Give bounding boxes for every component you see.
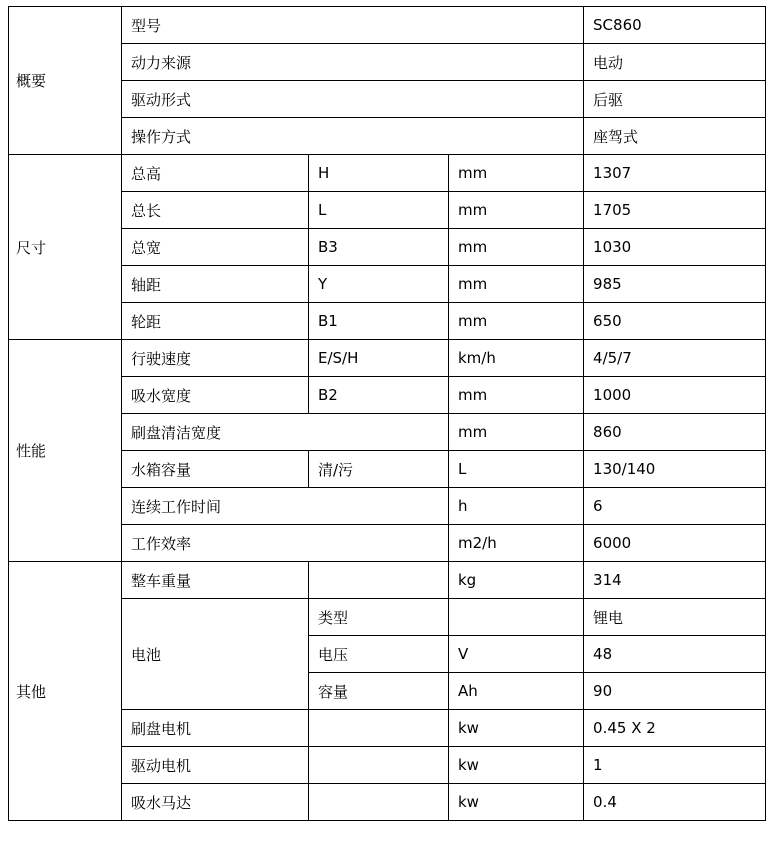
- value-length: 1705: [584, 192, 766, 229]
- label-width: 总宽: [122, 229, 309, 266]
- label-operation: 操作方式: [122, 118, 584, 155]
- value-weight: 314: [584, 562, 766, 599]
- label-battery-voltage: 电压: [309, 636, 449, 673]
- table-row: [9, 340, 766, 377]
- value-runtime: 6: [584, 488, 766, 525]
- unit-track: mm: [449, 303, 584, 340]
- unit-suction-width: mm: [449, 377, 584, 414]
- unit-suction-motor: kw: [449, 784, 584, 821]
- value-battery-type: 锂电: [584, 599, 766, 636]
- section-performance: 性能: [9, 340, 122, 562]
- table-row: [9, 710, 766, 747]
- label-weight: 整车重量: [122, 562, 309, 599]
- value-brush-motor: 0.45 X 2: [584, 710, 766, 747]
- unit-drive-motor: kw: [449, 747, 584, 784]
- label-battery-type: 类型: [309, 599, 449, 636]
- table-row: [9, 451, 766, 488]
- unit-tank: L: [449, 451, 584, 488]
- value-track: 650: [584, 303, 766, 340]
- label-brush-width: 刷盘清洁宽度: [122, 414, 449, 451]
- value-model: SC860: [584, 7, 766, 44]
- label-track: 轮距: [122, 303, 309, 340]
- section-other: 其他: [9, 562, 122, 821]
- label-length: 总长: [122, 192, 309, 229]
- value-power: 电动: [584, 44, 766, 81]
- code-weight: [309, 562, 449, 599]
- unit-battery-capacity: Ah: [449, 673, 584, 710]
- value-height: 1307: [584, 155, 766, 192]
- code-length: L: [309, 192, 449, 229]
- unit-battery-type: [449, 599, 584, 636]
- value-battery-capacity: 90: [584, 673, 766, 710]
- label-efficiency: 工作效率: [122, 525, 449, 562]
- table-row: [9, 192, 766, 229]
- unit-battery-voltage: V: [449, 636, 584, 673]
- table-row: [9, 118, 766, 155]
- unit-efficiency: m2/h: [449, 525, 584, 562]
- label-drive: 驱动形式: [122, 81, 584, 118]
- code-width: B3: [309, 229, 449, 266]
- table-row: [9, 7, 766, 44]
- label-power: 动力来源: [122, 44, 584, 81]
- label-drive-motor: 驱动电机: [122, 747, 309, 784]
- table-row: [9, 44, 766, 81]
- label-wheelbase: 轴距: [122, 266, 309, 303]
- table-row: [9, 229, 766, 266]
- label-height: 总高: [122, 155, 309, 192]
- unit-speed: km/h: [449, 340, 584, 377]
- code-brush-motor: [309, 710, 449, 747]
- code-suction-width: B2: [309, 377, 449, 414]
- unit-brush-motor: kw: [449, 710, 584, 747]
- table-row: [9, 414, 766, 451]
- label-brush-motor: 刷盘电机: [122, 710, 309, 747]
- code-suction-motor: [309, 784, 449, 821]
- label-suction-motor: 吸水马达: [122, 784, 309, 821]
- code-wheelbase: Y: [309, 266, 449, 303]
- value-efficiency: 6000: [584, 525, 766, 562]
- label-tank: 水箱容量: [122, 451, 309, 488]
- label-battery-capacity: 容量: [309, 673, 449, 710]
- unit-height: mm: [449, 155, 584, 192]
- value-width: 1030: [584, 229, 766, 266]
- unit-runtime: h: [449, 488, 584, 525]
- value-wheelbase: 985: [584, 266, 766, 303]
- value-brush-width: 860: [584, 414, 766, 451]
- label-model: 型号: [122, 7, 584, 44]
- table-row: [9, 747, 766, 784]
- label-suction-width: 吸水宽度: [122, 377, 309, 414]
- label-runtime: 连续工作时间: [122, 488, 449, 525]
- value-suction-width: 1000: [584, 377, 766, 414]
- table-row: [9, 488, 766, 525]
- table-row: [9, 525, 766, 562]
- table-row: [9, 562, 766, 599]
- code-track: B1: [309, 303, 449, 340]
- code-drive-motor: [309, 747, 449, 784]
- table-row: [9, 599, 766, 636]
- table-row: [9, 81, 766, 118]
- table-row: [9, 784, 766, 821]
- unit-width: mm: [449, 229, 584, 266]
- table-row: [9, 377, 766, 414]
- unit-brush-width: mm: [449, 414, 584, 451]
- table-row: [9, 266, 766, 303]
- value-drive-motor: 1: [584, 747, 766, 784]
- value-tank: 130/140: [584, 451, 766, 488]
- label-battery: 电池: [122, 599, 309, 710]
- section-overview: 概要: [9, 7, 122, 155]
- section-dimensions: 尺寸: [9, 155, 122, 340]
- value-suction-motor: 0.4: [584, 784, 766, 821]
- value-battery-voltage: 48: [584, 636, 766, 673]
- table-row: [9, 303, 766, 340]
- unit-length: mm: [449, 192, 584, 229]
- value-speed: 4/5/7: [584, 340, 766, 377]
- label-speed: 行驶速度: [122, 340, 309, 377]
- code-speed: E/S/H: [309, 340, 449, 377]
- spec-table: [8, 6, 766, 821]
- value-drive: 后驱: [584, 81, 766, 118]
- unit-weight: kg: [449, 562, 584, 599]
- code-height: H: [309, 155, 449, 192]
- unit-wheelbase: mm: [449, 266, 584, 303]
- table-row: [9, 155, 766, 192]
- code-tank: 清/污: [309, 451, 449, 488]
- value-operation: 座驾式: [584, 118, 766, 155]
